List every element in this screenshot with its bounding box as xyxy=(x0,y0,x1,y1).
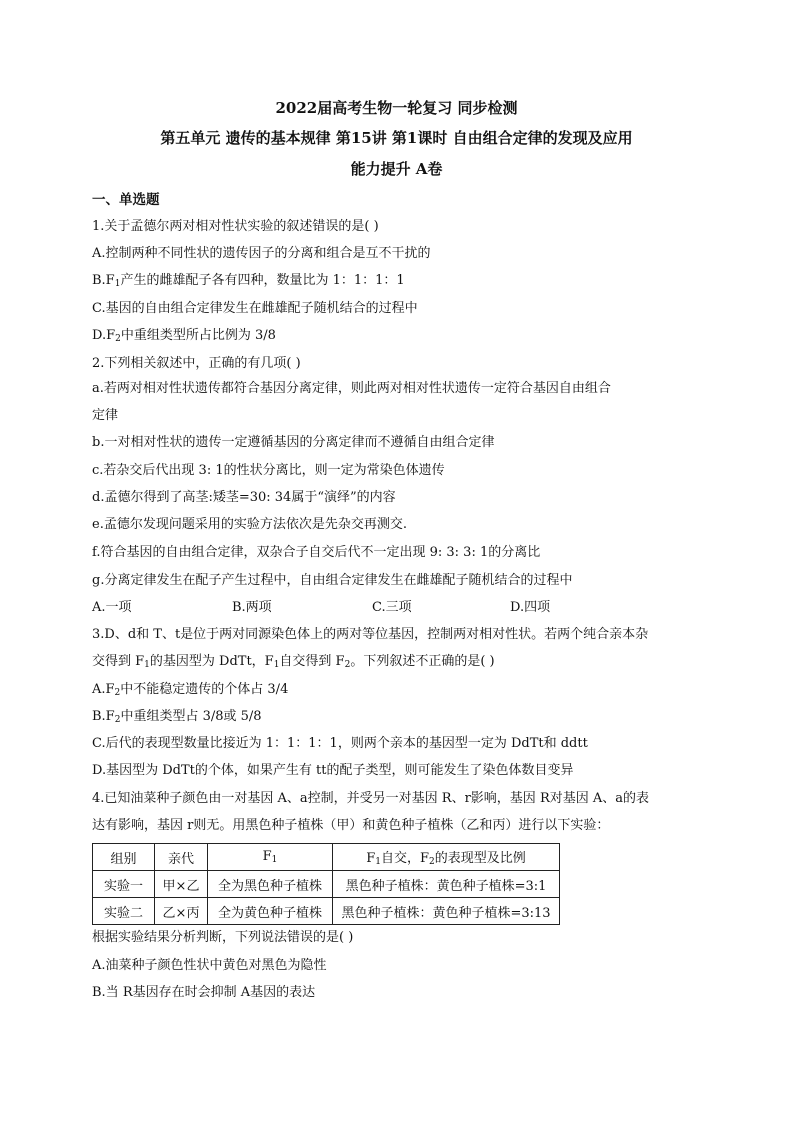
question-1-option-b: $B.F_1$产生的雌雄配子各有四种，数量比为 1：1：1：1 xyxy=(92,273,405,289)
document-title: 2022届高考生物一轮复习 同步检测 xyxy=(275,99,518,117)
table-header-cell: $F_1$ xyxy=(208,844,333,871)
table-cell: 全为黄色种子植株 xyxy=(208,898,333,925)
question-2-item-g: g.分离定律发生在配子产生过程中，自由组合定律发生在雌雄配子随机结合的过程中 xyxy=(92,573,573,588)
question-3-option-a: $A.F_2$中不能稳定遗传的个体占 3/4 xyxy=(92,682,289,698)
volume-title: 能力提升 A卷 xyxy=(350,160,443,178)
question-4-option-b: B.当 R基因存在时会抑制 A基因的表达 xyxy=(92,985,316,1000)
table-cell: 乙×丙 xyxy=(155,898,208,925)
question-4-stem-cont: 达有影响，基因 r则无。用黑色种子植株（甲）和黄色种子植株（乙和丙）进行以下实验： xyxy=(92,818,610,833)
question-2-option-a: A.一项 xyxy=(92,600,132,615)
table-header-row xyxy=(93,844,560,871)
table-cell: 实验二 xyxy=(93,898,155,925)
question-2-item-c: c.若杂交后代出现 3: 1的性状分离比，则一定为常染色体遗传 xyxy=(92,463,445,478)
table-cell: 甲×乙 xyxy=(155,871,208,898)
table-cell: 实验一 xyxy=(93,871,155,898)
question-1-option-a: A.控制两种不同性状的遗传因子的分离和组合是互不干扰的 xyxy=(92,246,431,261)
section-heading: 一、单选题 xyxy=(92,192,160,208)
question-2-item-a: a.若两对相对性状遗传都符合基因分离定律，则此两对相对性状遗传一定符合基因自由组合 xyxy=(92,381,611,396)
question-2-item-d: d.孟德尔得到了高茎:矮茎=30: 34属于“演绎”的内容 xyxy=(92,490,396,505)
question-3-stem: 3.D、d和 T、t是位于两对同源染色体上的两对等位基因，控制两对相对性状。若两个纯合亲本杂 xyxy=(92,627,649,642)
question-4-stem: 4.已知油菜种子颜色由一对基因 A、a控制，并受另一对基因 R、r影响，基因 R对基因 A、a的表 xyxy=(92,791,650,806)
question-2-item-f: f.符合基因的自由组合定律，双杂合子自交后代不一定出现 9: 3: 3: 1的分离比 xyxy=(92,545,541,560)
question-3-option-d: D.基因型为 DdTt的个体，如果产生有 tt的配子类型，则可能发生了染色体数目变异 xyxy=(92,763,574,778)
table-header-cell: 组别 xyxy=(93,844,155,871)
question-4-prompt: 根据实验结果分析判断，下列说法错误的是( ) xyxy=(92,930,354,945)
table-cell: 全为黑色种子植株 xyxy=(208,871,333,898)
question-3-option-c: C.后代的表现型数量比接近为 1：1：1：1，则两个亲本的基因型一定为 DdTt和 ddtt xyxy=(92,736,588,751)
table-row xyxy=(93,871,560,898)
table-header-cell: 亲代 xyxy=(155,844,208,871)
question-1-option-d: $D.F_2$中重组类型所占比例为 3/8 xyxy=(92,328,276,344)
unit-title: 第五单元 遗传的基本规律 第15讲 第1课时 自由组合定律的发现及应用 xyxy=(160,129,633,147)
question-2-item-b: b.一对相对性状的遗传一定遵循基因的分离定律而不遵循自由组合定律 xyxy=(92,435,495,450)
question-2-item-e: e.孟德尔发现问题采用的实验方法依次是先杂交再测交. xyxy=(92,517,407,532)
table-header-cell: $F_1$自交，$F_2$的表现型及比例 xyxy=(333,844,560,871)
table-cell: 黑色种子植株：黄色种子植株=3:13 xyxy=(333,898,560,925)
question-2-stem: 2.下列相关叙述中，正确的有几项( ) xyxy=(92,356,301,371)
question-3-option-b: $B.F_2$中重组类型占 3/8或 5/8 xyxy=(92,709,262,725)
experiment-table xyxy=(92,843,560,925)
question-1-stem: 1.关于孟德尔两对相对性状实验的叙述错误的是( ) xyxy=(92,219,379,234)
question-3-stem-cont: 交得到 $F_1$的基因型为 DdTt，$F_1$自交得到 $F_2$。下列叙述不正确的是( ) xyxy=(92,654,495,670)
question-2-item-a-cont: 定律 xyxy=(92,408,119,423)
question-4-option-a: A.油菜种子颜色性状中黄色对黑色为隐性 xyxy=(92,958,327,973)
table-cell: 黑色种子植株：黄色种子植株=3:1 xyxy=(333,871,560,898)
question-1-option-c: C.基因的自由组合定律发生在雌雄配子随机结合的过程中 xyxy=(92,301,418,316)
question-2-option-b: B.两项 xyxy=(232,600,272,615)
question-2-option-d: D.四项 xyxy=(510,600,551,615)
question-2-option-c: C.三项 xyxy=(372,600,412,615)
table-row xyxy=(93,898,560,925)
